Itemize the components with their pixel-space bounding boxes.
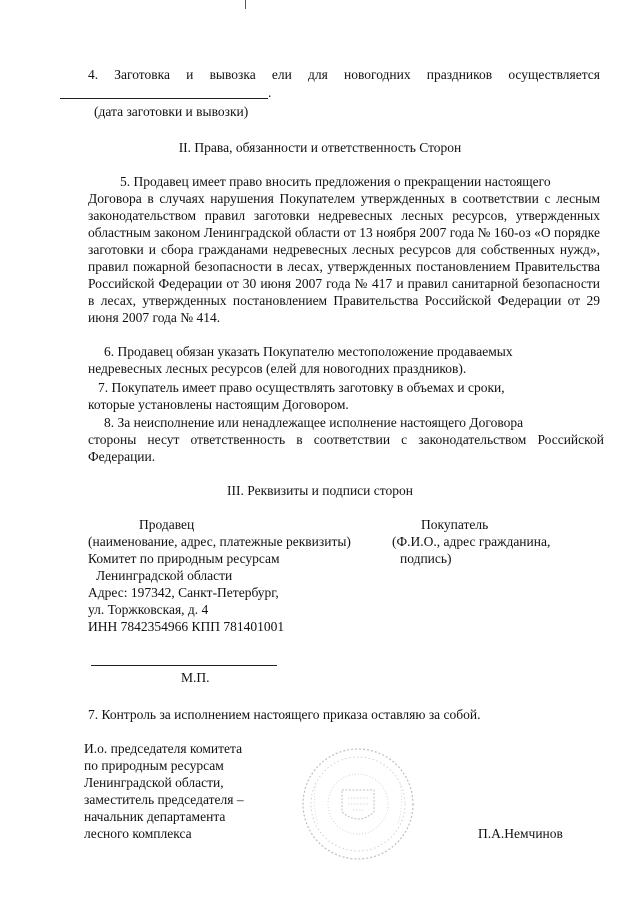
clause-4-word: праздников — [426, 67, 493, 82]
section-2-heading: II. Права, обязанности и ответственность Сторон — [178, 140, 462, 155]
clause-4-word: для — [308, 67, 328, 82]
seller-detail-line: (наименование, адрес, платежные реквизиты) — [88, 534, 351, 549]
clause-4-word: вывозка — [209, 67, 256, 82]
clause-5-first-line: 5. Продавец имеет право вносить предложения о прекращении настоящего — [120, 174, 551, 189]
seller-signature-line — [91, 665, 277, 666]
seller-detail-line: Комитет по природным ресурсам — [88, 551, 280, 566]
clause-7-body: которые установлены настоящим Договором. — [88, 397, 349, 412]
signatory-name: П.А.Немчинов — [478, 826, 563, 841]
order-clause-7: 7. Контроль за исполнением настоящего приказа оставляю за собой. — [88, 707, 481, 722]
date-caption: (дата заготовки и вывозки) — [94, 104, 249, 119]
signatory-position-line: Ленинградской области, — [84, 775, 224, 790]
clause-4-number: 4. — [88, 67, 99, 82]
buyer-title: Покупатель — [421, 517, 489, 532]
buyer-detail-line: (Ф.И.О., адрес гражданина, — [392, 534, 551, 549]
seller-detail-line: ИНН 7842354966 КПП 781401001 — [88, 619, 285, 634]
signatory-position-line: начальник департамента — [84, 809, 226, 824]
stamp-label: М.П. — [181, 670, 210, 685]
signatory-position-line: И.о. председателя комитета — [84, 741, 243, 756]
buyer-detail-line: подпись) — [400, 551, 452, 566]
signatory-position-line: заместитель председателя – — [84, 792, 244, 807]
date-fill-line — [60, 98, 268, 99]
clause-8-first-line: 8. За неисполнение или ненадлежащее исполнение настоящего Договора — [104, 415, 524, 430]
clause-4-word: и — [186, 67, 194, 82]
seller-detail-line: ул. Торжковская, д. 4 — [88, 602, 209, 617]
signatory-position — [84, 740, 244, 842]
signatory-position-line: лесного комплекса — [84, 826, 192, 841]
clause-7-first-line: 7. Покупатель имеет право осуществлять заготовку в объемах и сроки, — [98, 380, 505, 395]
signatory-position-line: по природным ресурсам — [84, 758, 224, 773]
clause-4-line — [88, 66, 600, 83]
seller-details — [88, 533, 351, 635]
seller-detail-line: Адрес: 197342, Санкт-Петербург, — [88, 585, 279, 600]
clause-6-first-line: 6. Продавец обязан указать Покупателю местоположение продаваемых — [104, 344, 513, 359]
official-seal-stamp — [298, 744, 418, 864]
clause-8-body: стороны несут ответственность в соответствии с законодательством Российской Федерации. — [88, 432, 604, 464]
seller-title: Продавец — [139, 517, 195, 532]
clause-4-word: осуществляется — [508, 67, 600, 82]
clause-4-word: Заготовка — [114, 67, 171, 82]
clause-5-body: Договора в случаях нарушения Покупателем утвержденных в соответствии с лесным законодательством правил заготовки недревесных лесных ресурсов, утвержденных областным законом Ленинградской области от 13 ноября 2007 года № 160-оз «О порядке заготовки и сбора гражданами недревесных лесных ресурсов для собственных нужд», правил пожарной безопасности в лесах, утвержденных постановлением Правительства Российской Федерации от 30 июня 2007 года № 417 и правил санитарной безопасности в лесах, утвержденных постановлением Правительства Российской Федерации от 29 июня 2007 года № 414. — [88, 191, 600, 325]
top-margin-mark — [245, 0, 246, 9]
buyer-details — [392, 533, 550, 567]
clause-4-dot: . — [268, 85, 272, 100]
section-3-heading: III. Реквизиты и подписи сторон — [227, 483, 413, 498]
clause-4-word: новогодних — [343, 67, 411, 82]
seller-detail-line: Ленинградской области — [96, 568, 233, 583]
clause-4-word: ели — [271, 67, 292, 82]
clause-6-body: недревесных лесных ресурсов (елей для новогодних праздников). — [88, 361, 467, 376]
